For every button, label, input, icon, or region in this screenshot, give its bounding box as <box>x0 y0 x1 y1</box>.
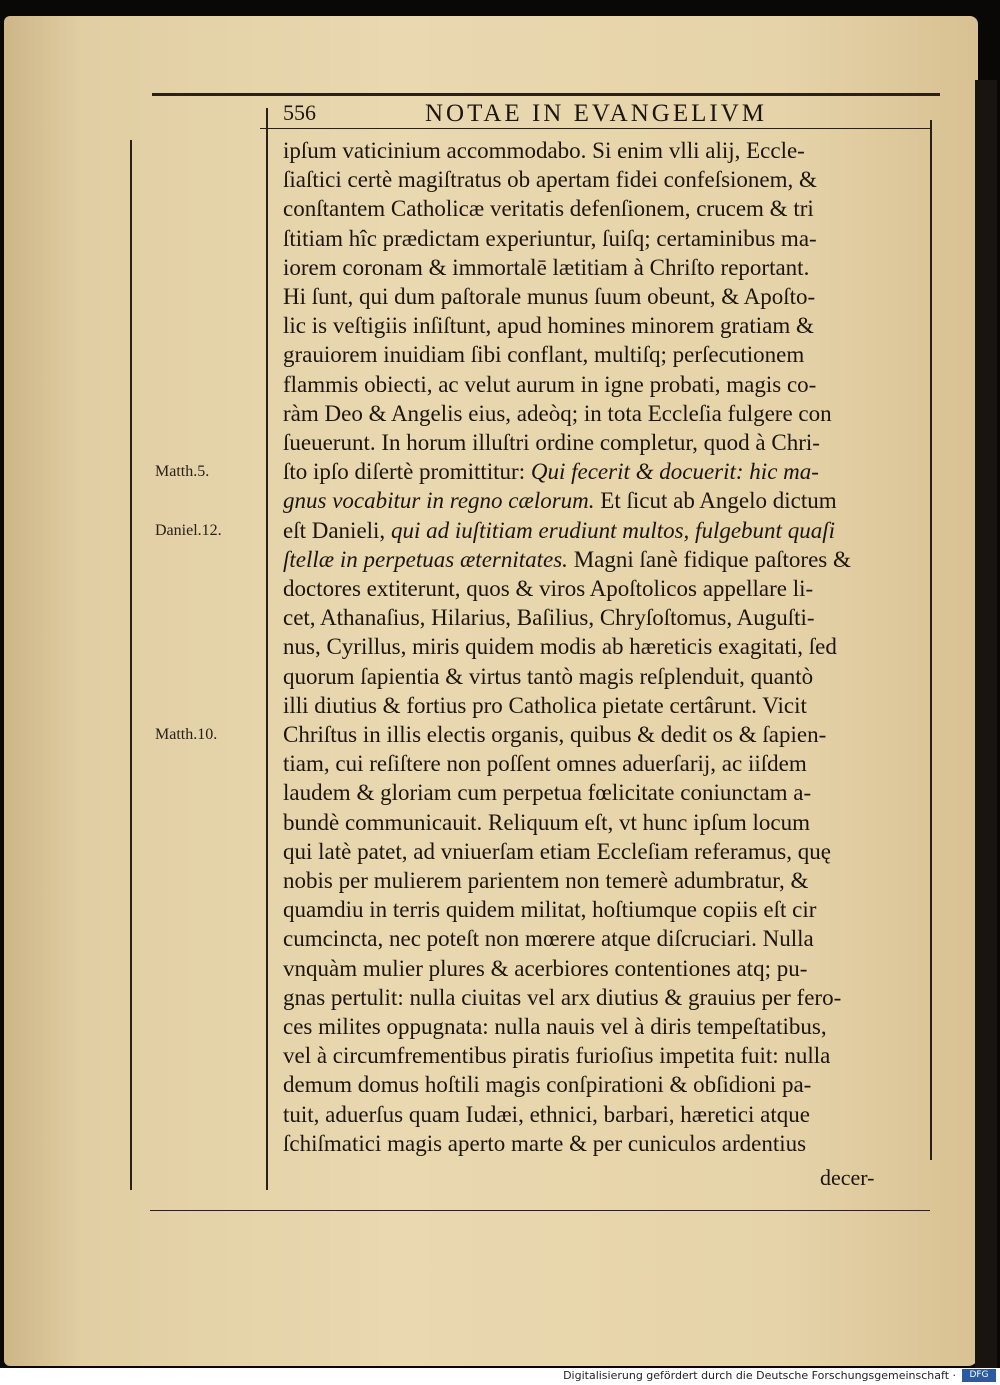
text-line <box>283 895 923 924</box>
line-segment: Hi ſunt, qui dum paſtorale munus ſuum obeunt, & Apoſto- <box>283 284 816 309</box>
line-segment: iorem coronam & immortalē lætitiam à Chriſto reportant. <box>283 254 810 280</box>
line-segment: conſtantem Catholicæ veritatis defenſionem, crucem & tri <box>283 196 814 222</box>
line-segment: flammis obiecti, ac velut aurum in igne probati, magis co- <box>283 371 817 397</box>
margin-rule-right <box>930 120 932 1160</box>
line-segment: ſchiſmatici magis aperto marte & per cuniculos ardentius <box>283 1130 807 1156</box>
text-line <box>283 1041 923 1070</box>
text-line <box>283 837 923 866</box>
line-segment: laudem & gloriam cum perpetua fœlicitate coniunctam a- <box>283 780 812 806</box>
text-line <box>283 311 923 340</box>
text-line <box>283 662 923 691</box>
line-segment: ràm Deo & Angelis eius, adeòq; in tota Eccleſia fulgere con <box>283 400 832 426</box>
text-line <box>283 545 923 574</box>
line-segment: gnas pertulit: nulla ciuitas vel arx diutius & grauius per fero- <box>283 984 842 1010</box>
text-line <box>283 516 923 545</box>
text-line <box>283 486 923 515</box>
line-segment: tuit, aduerſus quam Iudæi, ethnici, barbari, hæretici atque <box>283 1101 810 1127</box>
text-line <box>283 282 923 311</box>
line-segment: demum domus hoſtili magis conſpirationi & obſidioni pa- <box>283 1072 812 1098</box>
text-line <box>283 574 923 603</box>
line-segment: ſtitiam hîc prædictam experiuntur, ſuiſq; certaminibus ma- <box>283 225 817 251</box>
text-line <box>283 224 923 253</box>
line-segment: Et ſicut ab Angelo dictum <box>594 488 837 514</box>
line-segment: quorum ſapientia & virtus tantò magis reſplenduit, quantò <box>283 663 814 689</box>
text-line <box>283 691 923 720</box>
line-segment: vnquàm mulier plures & acerbiores contentiones atq; pu- <box>283 955 808 981</box>
header-rule <box>152 93 940 96</box>
line-segment: cumcincta, nec poteſt non mœrere atque diſcruciari. Nulla <box>283 926 814 952</box>
line-segment: nobis per mulierem parientem non temerè adumbratur, & <box>283 868 809 893</box>
italic-quote: ſtellæ in perpetuas æternitates. <box>283 546 568 572</box>
line-segment: grauiorem inuidiam ſibi conflant, multiſq; perſecutionem <box>283 342 805 368</box>
dfg-logo: DFG <box>962 1369 996 1382</box>
text-line <box>283 1129 923 1158</box>
text-line <box>283 253 923 282</box>
page-edge-shadow <box>975 80 997 1370</box>
text-line <box>283 457 923 486</box>
text-line <box>283 954 923 983</box>
text-line <box>283 1070 923 1099</box>
footer-credit: Digitalisierung gefördert durch die Deutsche Forschungsgemeinschaft · <box>563 1369 956 1382</box>
italic-quote: Qui fecerit & docuerit: hic ma- <box>530 459 819 485</box>
text-line <box>283 165 923 194</box>
text-line <box>283 340 923 369</box>
catchword: decer- <box>820 1165 875 1190</box>
line-segment: Magni ſanè fidique paſtores & <box>567 546 851 572</box>
text-line <box>283 370 923 399</box>
line-segment: ipſum vaticinium accommodabo. Si enim vlli alij, Eccle- <box>283 138 805 163</box>
text-line <box>283 1100 923 1129</box>
text-line <box>283 924 923 953</box>
margin-rule-text <box>266 108 268 1190</box>
line-segment: Chriſtus in illis electis organis, quibus & dedit os & ſapien- <box>283 722 827 747</box>
text-line <box>283 428 923 457</box>
text-line <box>283 399 923 428</box>
text-line <box>283 749 923 778</box>
text-line <box>283 194 923 223</box>
text-line <box>283 866 923 895</box>
running-title: NOTAE IN EVANGELIVM <box>425 100 767 127</box>
margin-rule-left <box>130 140 132 1190</box>
line-segment: vel à circumfrementibus piratis furioſius impetita fuit: nulla <box>283 1043 831 1069</box>
line-segment: bundè communicauit. Reliquum eſt, vt hunc ipſum locum <box>283 809 811 835</box>
line-segment: illi diutius & fortius pro Catholica pietate certârunt. Vicit <box>283 692 807 718</box>
line-segment: lic is veſtigiis inſiſtunt, apud homines minorem gratiam & <box>283 313 814 339</box>
text-line <box>283 808 923 837</box>
line-segment: eſt Danieli, <box>283 517 391 543</box>
line-segment: ces milites oppugnata: nulla nauis vel à diris tempeſtatibus, <box>283 1014 827 1039</box>
text-line <box>283 1012 923 1041</box>
text-line <box>283 603 923 632</box>
line-segment: quamdiu in terris quidem militat, hoſtiumque copiis eſt cir <box>283 897 817 923</box>
italic-quote: gnus vocabitur in regno cælorum. <box>283 488 595 514</box>
line-segment: ſiaſtici certè magiſtratus ob apertam fidei confeſsionem, & <box>283 167 817 193</box>
line-segment: doctores extiterunt, quos & viros Apoſtolicos appellare li- <box>283 576 814 601</box>
margin-note: Matth.10. <box>155 726 218 743</box>
page-number: 556 <box>283 100 316 125</box>
margin-note: Daniel.12. <box>155 521 222 539</box>
text-line <box>283 136 923 165</box>
text-line <box>283 778 923 807</box>
line-segment: tiam, cui reſiſtere non poſſent omnes aduerſarij, ac iiſdem <box>283 751 807 777</box>
line-segment: ſueuerunt. In horum illuſtri ordine completur, quod à Chri- <box>283 430 820 455</box>
margin-note: Matth.5. <box>155 463 210 481</box>
italic-quote: qui ad iuſtitiam erudiunt multos, fulgebunt quaſi <box>390 517 835 543</box>
line-segment: qui latè patet, ad vniuerſam etiam Eccleſiam referamus, quę <box>283 838 831 864</box>
line-segment: nus, Cyrillus, miris quidem modis ab hæreticis exagitati, ſed <box>283 634 837 660</box>
line-segment: ſto ipſo diſertè promittitur: <box>283 459 531 485</box>
line-segment: cet, Athanaſius, Hilarius, Baſilius, Chryſoſtomus, Auguſti- <box>283 605 815 631</box>
text-line <box>283 720 923 749</box>
text-line <box>283 983 923 1012</box>
text-line <box>283 632 923 661</box>
bottom-rule <box>150 1210 930 1211</box>
